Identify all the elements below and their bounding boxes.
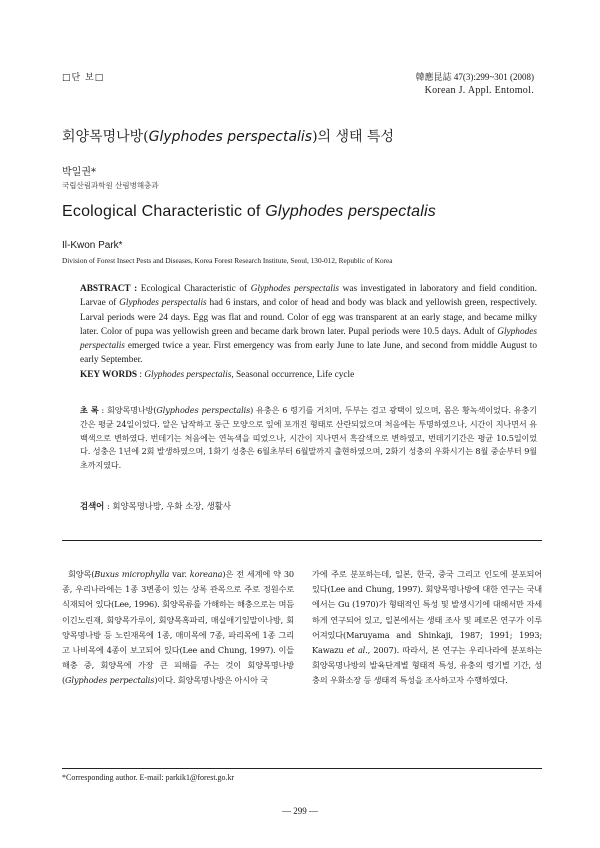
keywords-label: KEY WORDS: [80, 370, 138, 380]
body-text: var.: [169, 569, 190, 579]
keywords-korean-text: : 회양목명나방, 우화 소장, 생활사: [104, 501, 231, 511]
abstract-korean-species: Glyphodes perspectalis: [156, 405, 251, 415]
title-korean-species: Glyphodes perspectalis: [148, 129, 313, 145]
title-english-species: Glyphodes perspectalis: [265, 203, 436, 220]
journal-citation: [416, 70, 534, 98]
abstract-species: Glyphodes perspectalis: [80, 326, 537, 352]
affiliation-english: Division of Forest Insect Pests and Diseases, Korea Forest Research Institute, Seoul, 130-012, Republic of Korea: [62, 256, 393, 265]
affiliation-korean: 국립산림과학원 산림병해충과: [62, 181, 159, 190]
title-english: [62, 203, 436, 221]
footnote-divider: [62, 768, 542, 769]
section-divider: [62, 540, 542, 541]
abstract-text: emerged twice a year. First emergency was from early June to late June, and second from middle August to early September.: [80, 341, 537, 366]
body-text: 가에 주로 분포하는데, 일본, 한국, 중국 그리고 인도에 분포되어 있다(Lee and Chung, 1997). 회양목명나방에 대한 연구는 국내에서는 Gu (1970)가 형태적인 특성 및 발생시기에 대해서만 자세하게 연구되어 있고, 일본에서는 생태 조사 및 페로몬 연구가 이루어져있다(Maruyama and Shinkaji, 1987; 1991; 1993; Kawazu: [312, 569, 542, 656]
title-korean-prefix: 회양목명나방(: [62, 129, 149, 145]
body-species: Buxus microphylla: [94, 569, 170, 579]
section-label: □단 보□: [62, 73, 105, 83]
author-english: Il-Kwon Park*: [62, 240, 123, 251]
body-column-left: [62, 567, 294, 689]
keywords-english: [80, 370, 537, 380]
keywords-species: Glyphodes perspectalis: [144, 370, 232, 380]
keywords-text: , Seasonal occurrence, Life cycle: [231, 370, 355, 380]
body-italic: et al: [346, 645, 366, 656]
body-text: 회양목(: [67, 569, 95, 579]
abstract-text: was investigated in laboratory and field condition. Larvae of: [80, 284, 537, 309]
keywords-separator: :: [137, 370, 145, 380]
abstract-korean-text: : 회양목명나방(: [98, 405, 157, 415]
body-species: Glyphodes perpectalis: [65, 675, 155, 686]
keywords-korean: [80, 500, 231, 512]
body-text: ., 2007). 따라서, 본 연구는 우리나라에 분포하는 회양목명나방의 발육단계별 형태적 특성, 유충의 령기별 기간, 성충의 우화소장 등 생태적 특성을 조사하고자 수행하였다.: [312, 645, 542, 686]
title-english-prefix: Ecological Characteristic of: [62, 203, 266, 220]
abstract-text: had 6 instars, and color of head and body was black and yellowish green, respectively. Larval periods were 24 days. Egg was flat and round. Color of egg was transparent at an early stage, and became milky later. Color of pupa was yellowish green and became dark brown later. Pupal periods were 10.5 days. Adult of: [80, 298, 537, 337]
body-text: )이다. 회양목명나방은 아시아 국: [154, 675, 269, 686]
body-column-right: [312, 567, 542, 689]
abstract-english: [80, 282, 537, 368]
journal-name: Korean J. Appl. Entomol.: [424, 85, 534, 96]
footnote: *Corresponding author. E-mail: parkik1@forest.go.kr: [62, 773, 235, 782]
body-text: )은 전 세계에 약 30종, 우리나라에는 1종 3변종이 있는 상록 관목으로 주로 정원수로 식재되어 있다(Lee, 1996). 회양목류를 가해하는 해충으로는 며듬이긴노린재, 회양목가루이, 회양목혹파리, 매실애기잎말이나방, 회양목명나방 등 노린재목에 1종, 매미목에 7종, 파리목에 1종 그리고 나비목에 4종이 보고되어 있다(Lee and Chung, 1997). 이들 해충 중, 회양목에 가장 큰 피해를 주는 것이 회양목명나방 (: [62, 569, 294, 686]
abstract-korean: [80, 404, 537, 473]
author-korean: 박일권*: [62, 167, 96, 178]
abstract-korean-label: 초 록: [80, 405, 99, 415]
abstract-species: Glyphodes perspectalis: [250, 284, 340, 294]
abstract-text: Ecological Characteristic of: [137, 284, 251, 294]
keywords-korean-label: 검색어: [80, 501, 105, 511]
body-species: koreana: [189, 569, 223, 579]
title-korean-suffix: )의 생태 특성: [312, 129, 395, 145]
title-korean: [62, 126, 394, 146]
abstract-species: Glyphodes perspectalis: [119, 298, 207, 309]
journal-citation-line1: 韓應昆誌 47(3):299~301 (2008): [415, 72, 534, 82]
abstract-korean-text: ) 유충은 6 령기를 거치며, 두부는 검고 광택이 있으며, 몸은 황녹색이었다. 유충기간은 평균 24일이었다. 알은 납작하고 둥근 모양으로 잎에 포개진 형태로 산란되었으며 처음에는 투명하였으나, 시간이 지나면서 유백색으로 변하였다. 번데기는 처음에는 연녹색을 띠었으나, 시간이 지나면서 흑갈색으로 변하였고, 번데기기간은 평균 10.5일이었다. 성충은 1년에 2회 발생하였으며, 1화기 성충은 6월초부터 6월말까지 출현하였으며, 2화기 성충의 우화시기는 8월 중순부터 9월초까지였다.: [80, 405, 537, 471]
abstract-label: ABSTRACT :: [80, 284, 138, 294]
page-number: — 299 —: [282, 806, 318, 816]
